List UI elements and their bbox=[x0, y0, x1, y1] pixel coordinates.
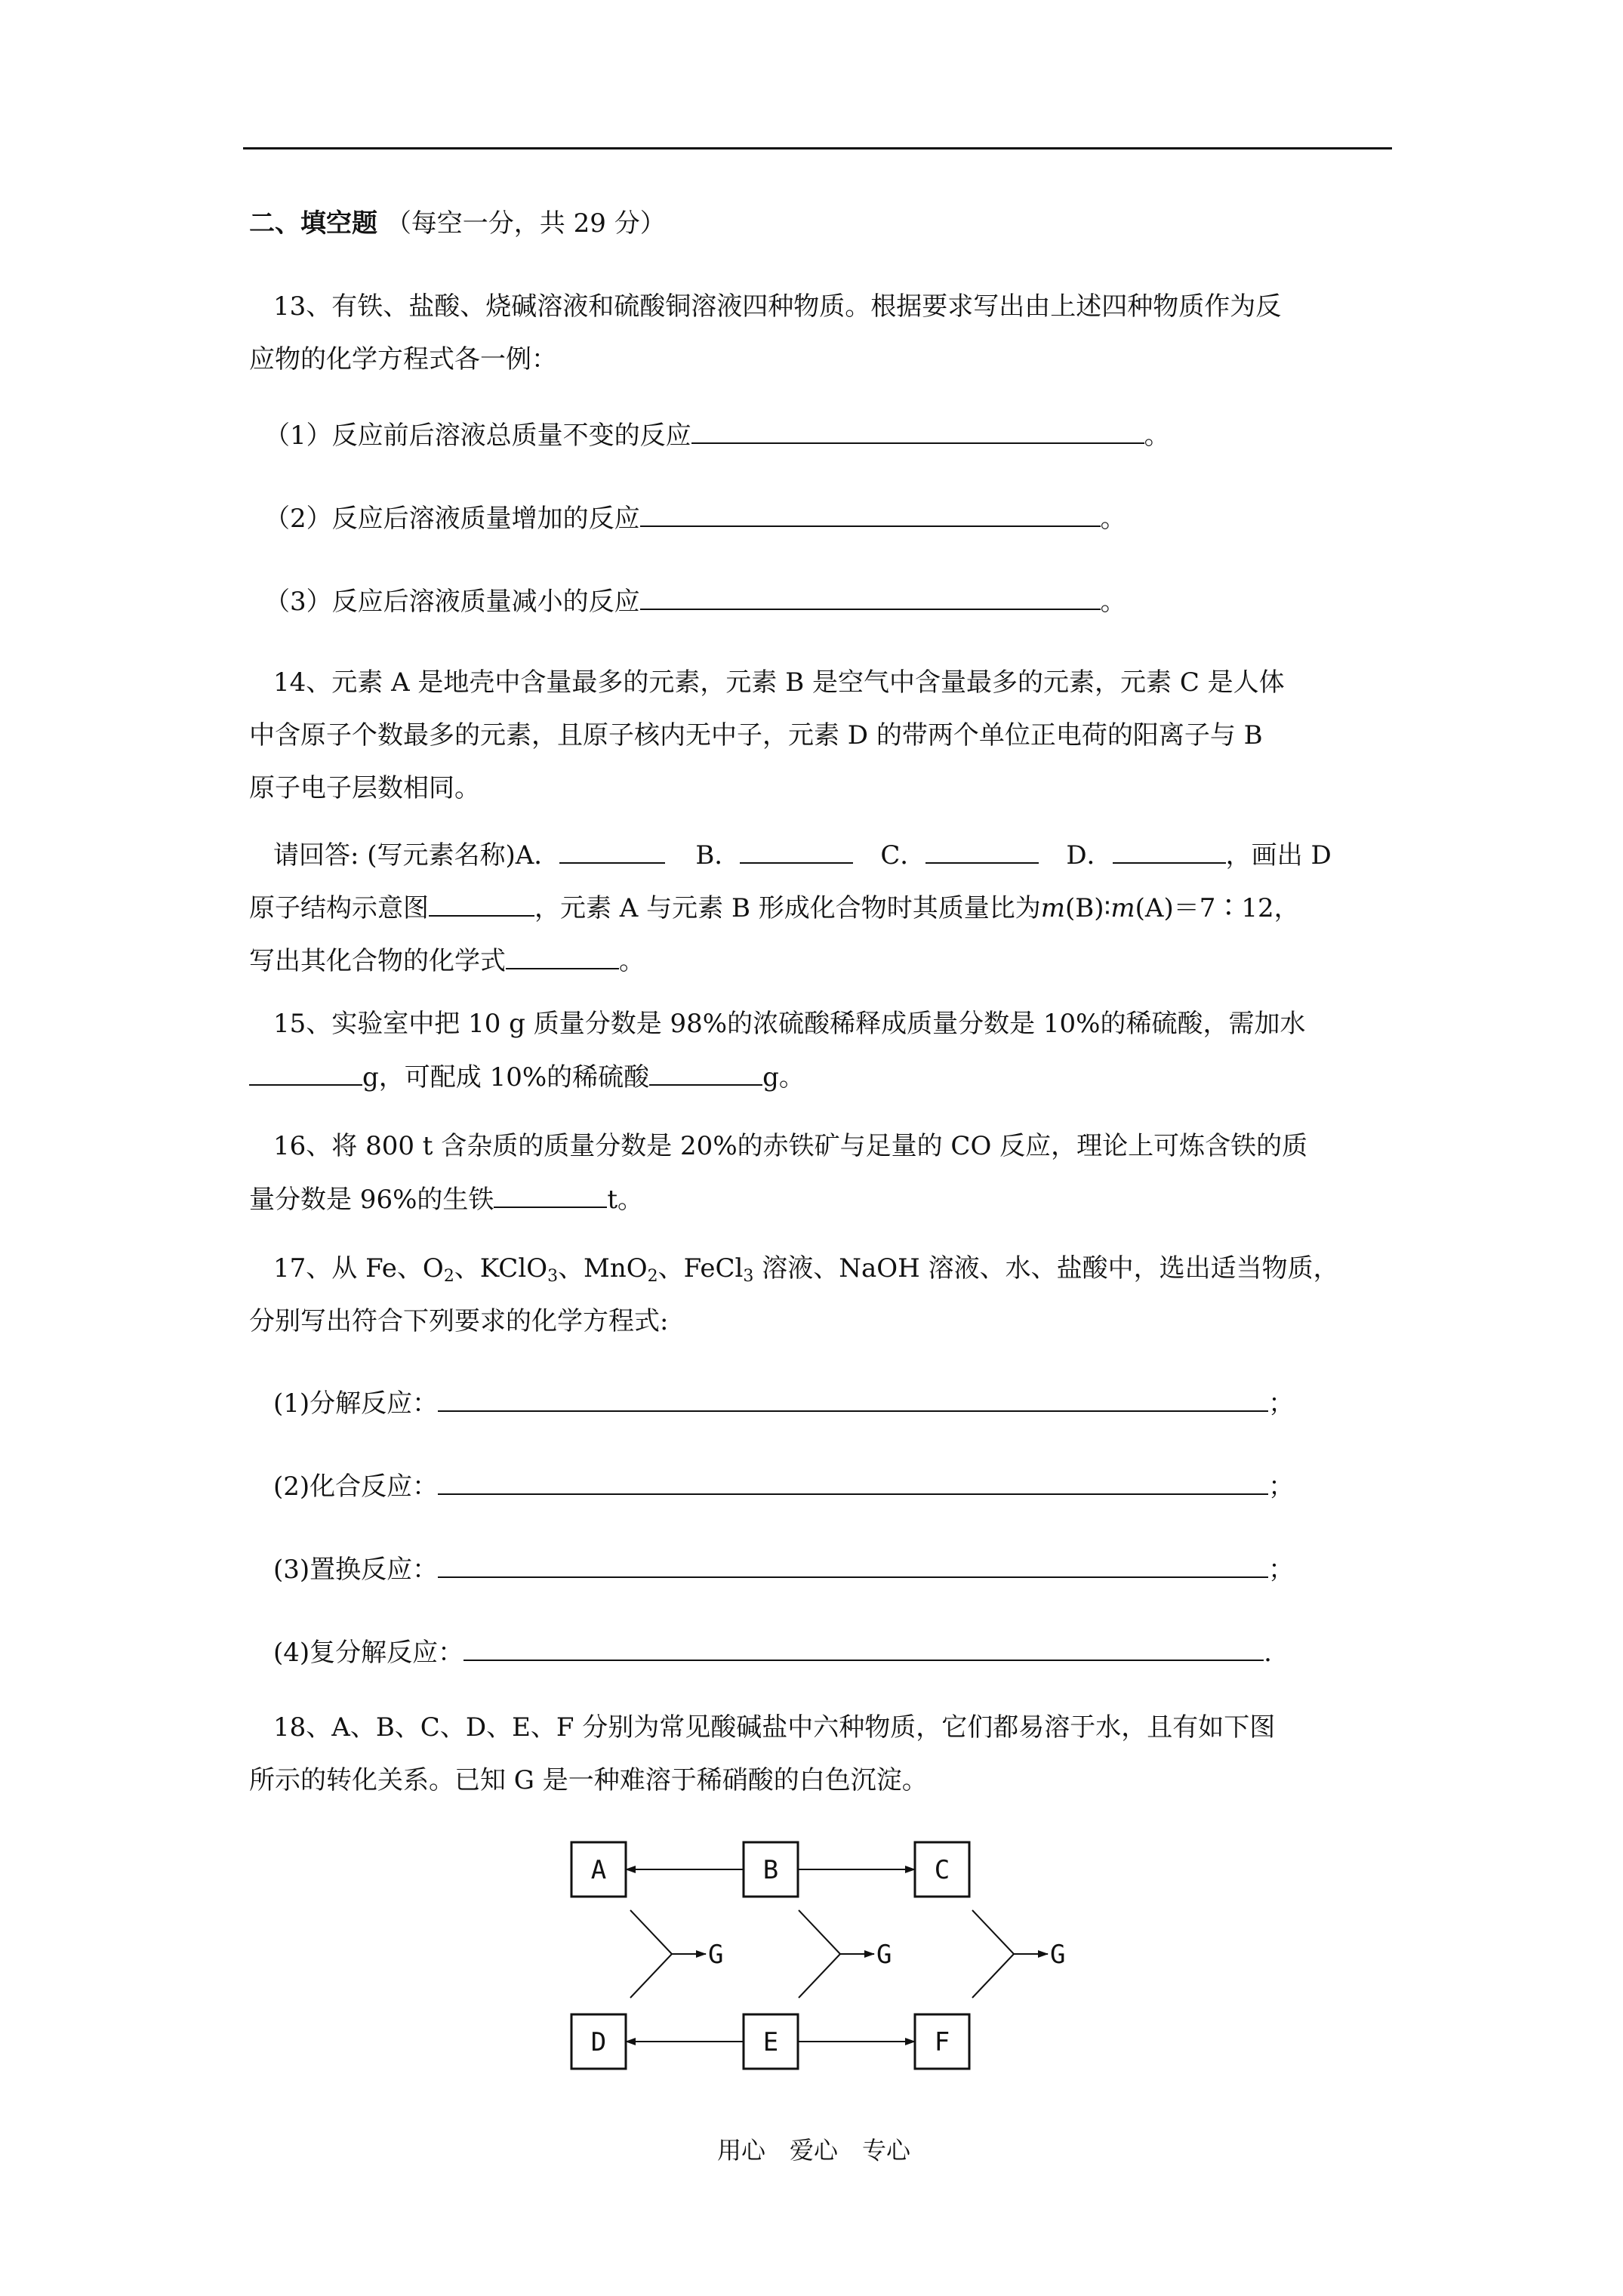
q17-item-label: (3)置换反应： bbox=[273, 1555, 439, 1585]
answer-blank[interactable] bbox=[640, 586, 1101, 610]
label-f: F bbox=[934, 2027, 950, 2057]
label-b: B． bbox=[695, 840, 741, 871]
q13-item-3 bbox=[264, 586, 1126, 617]
q14-text: (A)＝7∶12， bbox=[1135, 893, 1300, 923]
q13-item-label: （1）反应前后溶液总质量不变的反应 bbox=[264, 421, 691, 451]
section-note: （每空一分，共 29 分） bbox=[385, 208, 666, 239]
blank-water[interactable] bbox=[249, 1062, 362, 1086]
q16-line1: 16、将 800 t 含杂质的质量分数是 20%的赤铁矿与足量的 CO 反应，理论上可炼含铁的质 bbox=[273, 1131, 1308, 1161]
blank-iron[interactable] bbox=[494, 1184, 607, 1208]
punct: 。 bbox=[619, 946, 645, 976]
blank-d[interactable] bbox=[1113, 840, 1226, 864]
q13-item-2 bbox=[264, 503, 1126, 534]
q18-line1: 18、A、B、C、D、E、F 分别为常见酸碱盐中六种物质，它们都易溶于水，且有如下图 bbox=[273, 1712, 1276, 1743]
q14-text: (B)∶ bbox=[1065, 893, 1111, 923]
label-c: C． bbox=[880, 840, 926, 871]
blank-diagram[interactable] bbox=[429, 892, 534, 917]
subscript: 3 bbox=[547, 1267, 559, 1286]
q17-text: 17、从 Fe、O bbox=[273, 1253, 444, 1284]
section-title: 二、填空题 bbox=[249, 208, 377, 239]
q15-line2 bbox=[249, 1062, 805, 1093]
box-f bbox=[915, 2014, 969, 2069]
q17-line1 bbox=[273, 1253, 1339, 1284]
box-a bbox=[571, 1842, 626, 1897]
q17-item-label: (2)化合反应： bbox=[273, 1472, 439, 1502]
section-header bbox=[249, 208, 666, 239]
q14-line3: 原子电子层数相同。 bbox=[249, 773, 480, 803]
math-m: m bbox=[1110, 893, 1135, 923]
q14-line1: 14、元素 A 是地壳中含量最多的元素，元素 B 是空气中含量最多的元素，元素 C 是人体 bbox=[273, 667, 1285, 698]
blank-a[interactable] bbox=[559, 840, 665, 864]
q17-text: 、MnO bbox=[558, 1253, 648, 1284]
label-g: G bbox=[876, 1940, 892, 1970]
q18-line2: 所示的转化关系。已知 G 是一种难溶于稀硝酸的白色沉淀。 bbox=[249, 1765, 928, 1795]
q17-text: 溶液、NaOH 溶液、水、盐酸中，选出适当物质， bbox=[753, 1253, 1339, 1284]
punct: g。 bbox=[762, 1062, 805, 1093]
box-c bbox=[915, 1842, 969, 1897]
box-d bbox=[571, 2014, 626, 2069]
q17-item-4 bbox=[273, 1637, 1272, 1668]
reaction-cf-to-g bbox=[972, 1910, 1065, 1998]
q14-line6 bbox=[249, 945, 645, 976]
q14-line2: 中含原子个数最多的元素，且原子核内无中子，元素 D 的带两个单位正电荷的阳离子与 B bbox=[249, 720, 1263, 750]
q13-item-1 bbox=[264, 420, 1170, 451]
q16-text: 量分数是 96%的生铁 bbox=[249, 1185, 494, 1215]
answer-blank[interactable] bbox=[640, 503, 1101, 527]
punct: t。 bbox=[607, 1185, 644, 1215]
punct: ； bbox=[1268, 1472, 1295, 1502]
q14-line5 bbox=[249, 892, 1300, 923]
q14-text: 原子结构示意图 bbox=[249, 893, 429, 923]
q13-line2: 应物的化学方程式各一例： bbox=[249, 344, 557, 374]
answer-blank[interactable] bbox=[691, 420, 1144, 444]
answer-blank[interactable] bbox=[438, 1554, 1268, 1578]
q17-item-label: (4)复分解反应： bbox=[273, 1638, 464, 1668]
q15-line1: 15、实验室中把 10 g 质量分数是 98%的浓硫酸稀释成质量分数是 10%的稀硫酸，需加水 bbox=[273, 1009, 1306, 1039]
q15-text: g，可配成 10%的稀硫酸 bbox=[362, 1062, 650, 1093]
q14-prefix: 请回答: (写元素名称)A． bbox=[273, 840, 560, 871]
blank-c[interactable] bbox=[925, 840, 1039, 864]
answer-blank[interactable] bbox=[463, 1637, 1264, 1661]
punct: ； bbox=[1268, 1555, 1295, 1585]
label-d: D． bbox=[1066, 840, 1113, 871]
transformation-diagram bbox=[559, 1827, 1102, 2084]
q17-text: 、FeCl bbox=[658, 1253, 744, 1284]
box-e bbox=[744, 2014, 798, 2069]
q14-tail: ，画出 D bbox=[1225, 840, 1332, 871]
punct: ； bbox=[1268, 1388, 1295, 1419]
q17-text: 、KClO bbox=[454, 1253, 548, 1284]
header-rule bbox=[243, 147, 1392, 149]
label-e: E bbox=[762, 2027, 779, 2057]
blank-b[interactable] bbox=[740, 840, 853, 864]
blank-acid[interactable] bbox=[649, 1062, 762, 1086]
box-b bbox=[744, 1842, 798, 1897]
q13-line1: 13、有铁、盐酸、烧碱溶液和硫酸铜溶液四种物质。根据要求写出由上述四种物质作为反 bbox=[273, 291, 1282, 322]
reaction-ad-to-g bbox=[630, 1910, 723, 1998]
subscript: 2 bbox=[647, 1267, 658, 1286]
answer-blank[interactable] bbox=[438, 1388, 1268, 1412]
label-g: G bbox=[708, 1940, 724, 1970]
q14-answer-line bbox=[273, 840, 1332, 871]
q17-item-2 bbox=[273, 1471, 1294, 1502]
label-g: G bbox=[1050, 1940, 1066, 1970]
q17-item-3 bbox=[273, 1554, 1294, 1585]
q17-item-1 bbox=[273, 1388, 1294, 1419]
q13-item-label: （3）反应后溶液质量减小的反应 bbox=[264, 587, 640, 617]
label-b: B bbox=[762, 1855, 779, 1885]
blank-formula[interactable] bbox=[506, 945, 619, 969]
subscript: 2 bbox=[443, 1267, 454, 1286]
page-footer: 用心 爱心 专心 bbox=[717, 2136, 911, 2165]
label-d: D bbox=[590, 2027, 607, 2057]
label-c: C bbox=[934, 1855, 950, 1885]
q13-item-label: （2）反应后溶液质量增加的反应 bbox=[264, 504, 640, 534]
q16-line2 bbox=[249, 1184, 643, 1215]
q14-text: 写出其化合物的化学式 bbox=[249, 946, 506, 976]
q17-item-label: (1)分解反应： bbox=[273, 1388, 439, 1419]
q17-line2: 分别写出符合下列要求的化学方程式: bbox=[249, 1306, 669, 1336]
q14-text: ，元素 A 与元素 B 形成化合物时其质量比为 bbox=[534, 893, 1041, 923]
punct: . bbox=[1264, 1638, 1272, 1668]
punct: 。 bbox=[1144, 421, 1170, 451]
answer-blank[interactable] bbox=[438, 1471, 1268, 1495]
reaction-be-to-g bbox=[799, 1910, 892, 1998]
punct: 。 bbox=[1100, 587, 1126, 617]
punct: 。 bbox=[1100, 504, 1126, 534]
label-a: A bbox=[590, 1855, 607, 1885]
subscript: 3 bbox=[743, 1267, 754, 1286]
math-m: m bbox=[1040, 893, 1066, 923]
